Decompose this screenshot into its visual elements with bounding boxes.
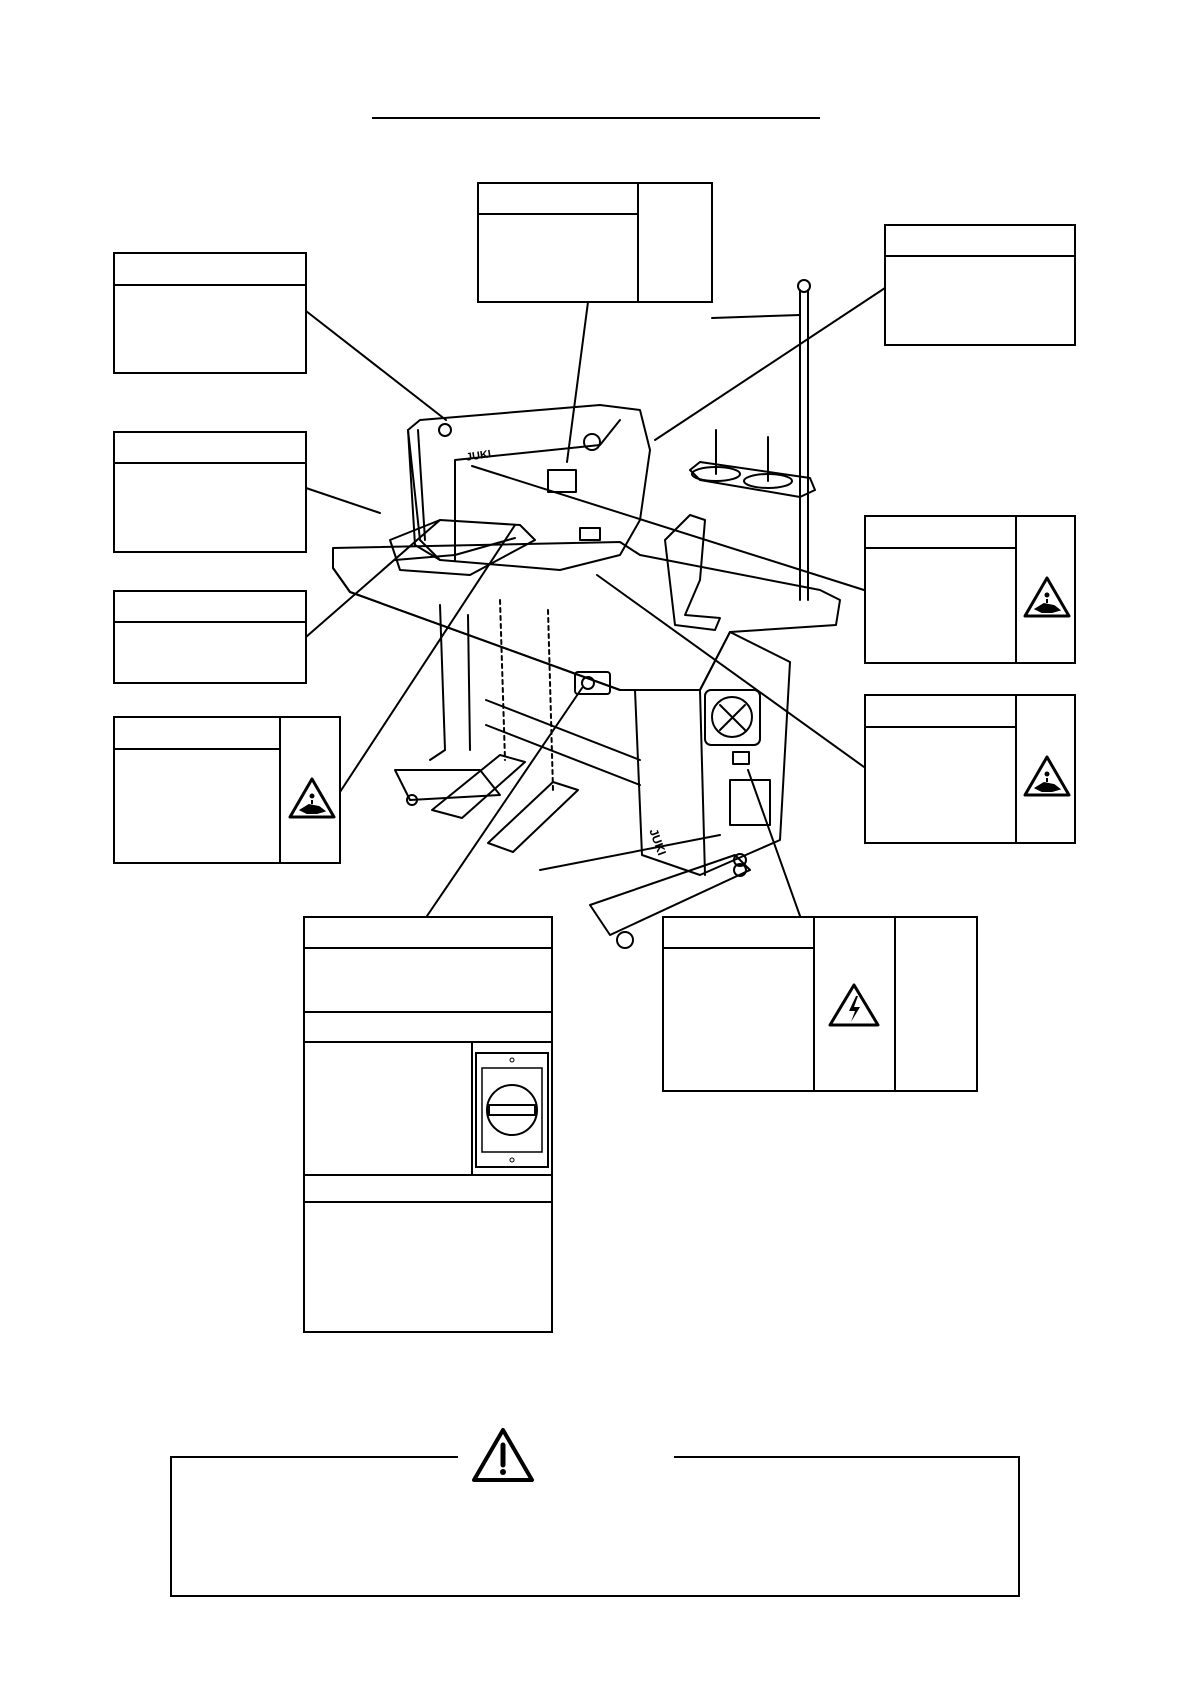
label-box-right-2 — [864, 694, 1076, 844]
cabinet-logo: JUKI — [646, 826, 669, 858]
label-box-left-3 — [113, 590, 307, 684]
hand-pinch-warning-icon — [1022, 754, 1072, 798]
hand-pinch-warning-icon — [287, 776, 337, 820]
label-box-top-center — [477, 182, 713, 303]
label-box-left-2 — [113, 431, 307, 553]
exclamation-triangle-icon — [470, 1426, 536, 1484]
label-box-bottom-right — [662, 916, 978, 1092]
label-box-top-right — [884, 224, 1076, 346]
label-box-left-4 — [113, 716, 341, 864]
caution-frame — [170, 1456, 1020, 1597]
label-box-bottom-center — [303, 916, 553, 1333]
hand-pinch-warning-icon — [1022, 575, 1072, 619]
label-box-right-1 — [864, 515, 1076, 664]
high-voltage-warning-icon — [827, 982, 881, 1028]
machine-logo: JUKI — [465, 448, 492, 464]
label-box-left-1 — [113, 252, 307, 374]
rotary-power-switch-icon — [473, 1050, 551, 1170]
